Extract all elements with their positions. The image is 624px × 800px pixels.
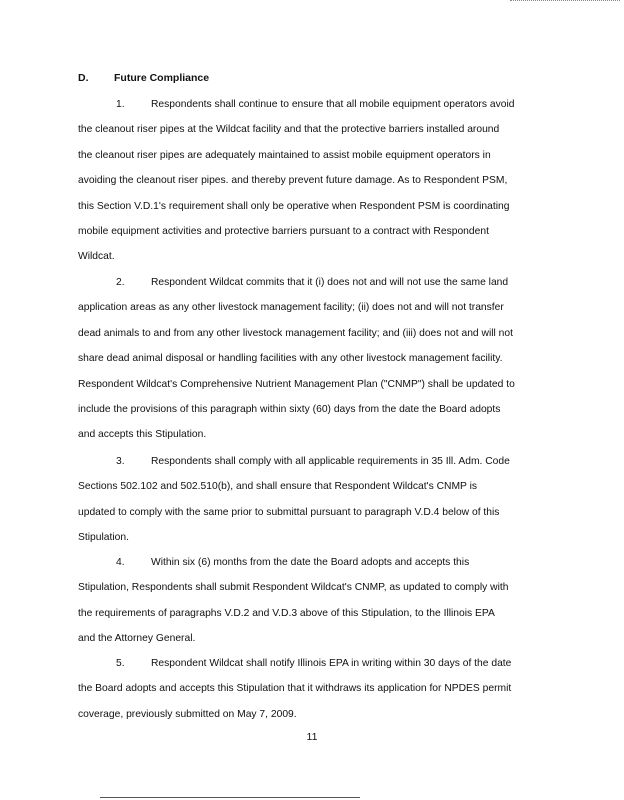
paragraph-line: the Board adopts and accepts this Stipulation that it withdraws its application for NPDES permit [78, 683, 512, 695]
paragraph-line: mobile equipment activities and protective barriers pursuant to a contract with Respondent [78, 226, 489, 238]
section-letter: D. [78, 72, 89, 84]
paragraph-line: this Section V.D.1's requirement shall only be operative when Respondent PSM is coordinating [78, 200, 510, 212]
paragraph-line: and accepts this Stipulation. [78, 429, 207, 441]
scan-artifact [510, 0, 620, 3]
paragraph-line: include the provisions of this paragraph within sixty (60) days from the date the Board adopts [78, 404, 501, 416]
paragraph-line: dead animals to and from any other livestock management facility; and (iii) does not and will not [78, 327, 513, 339]
paragraph-5 [78, 651, 558, 727]
paragraph-first-line: 5. Respondent Wildcat shall notify Illinois EPA in writing within 30 days of the date [78, 651, 558, 676]
page-number: 11 [306, 731, 318, 743]
footer-rule [100, 797, 360, 798]
paragraph-line: coverage, previously submitted on May 7, 2009. [78, 708, 297, 720]
section-heading [78, 71, 209, 85]
paragraph-line: Sections 502.102 and 502.510(b), and shall ensure that Respondent Wildcat's CNMP is [78, 481, 478, 493]
paragraph-first-line: 4. Within six (6) months from the date the Board adopts and accepts this [78, 550, 558, 575]
paragraph-2 [78, 270, 558, 448]
paragraph-line: and the Attorney General. [78, 633, 196, 645]
paragraph-number: 3. [116, 456, 125, 467]
paragraph-first-line: 3. Respondents shall comply with all applicable requirements in 35 Ill. Adm. Code [78, 449, 558, 474]
paragraph-number: 5. [116, 658, 125, 669]
paragraph-line: Wildcat. [78, 251, 115, 263]
paragraph-number: 1. [116, 99, 125, 110]
paragraph-line: the requirements of paragraphs V.D.2 and V.D.3 above of this Stipulation, to the Illinois EPA [78, 607, 495, 619]
paragraph-line: Stipulation. [78, 532, 129, 544]
paragraph-1 [78, 92, 558, 270]
paragraph-number: 2. [116, 277, 125, 288]
paragraph-line: the cleanout riser pipes are adequately maintained to assist mobile equipment operators in [78, 149, 491, 161]
paragraph-number: 4. [116, 557, 125, 568]
paragraph-line: the cleanout riser pipes at the Wildcat facility and that the protective barriers installed around [78, 124, 500, 136]
paragraph-line: Stipulation, Respondents shall submit Respondent Wildcat's CNMP, as updated to comply with [78, 582, 509, 594]
paragraph-first-line: 2. Respondent Wildcat commits that it (i) does not and will not use the same land [78, 270, 558, 295]
paragraph-line: Respondent Wildcat's Comprehensive Nutrient Management Plan ("CNMP") shall be updated to [78, 378, 515, 390]
paragraph-3 [78, 449, 558, 551]
section-title: Future Compliance [114, 72, 210, 84]
paragraph-line: updated to comply with the same prior to submittal pursuant to paragraph V.D.4 below of this [78, 506, 500, 518]
paragraph-line: avoiding the cleanout riser pipes. and thereby prevent future damage. As to Respondent PSM, [78, 175, 508, 187]
paragraph-line: application areas as any other livestock management facility; (ii) does not and will not transfer [78, 302, 504, 314]
paragraph-first-line: 1. Respondents shall continue to ensure that all mobile equipment operators avoid [78, 92, 558, 117]
paragraph-4 [78, 550, 558, 652]
paragraph-line: share dead animal disposal or handling facilities with any other livestock management facility. [78, 353, 503, 365]
